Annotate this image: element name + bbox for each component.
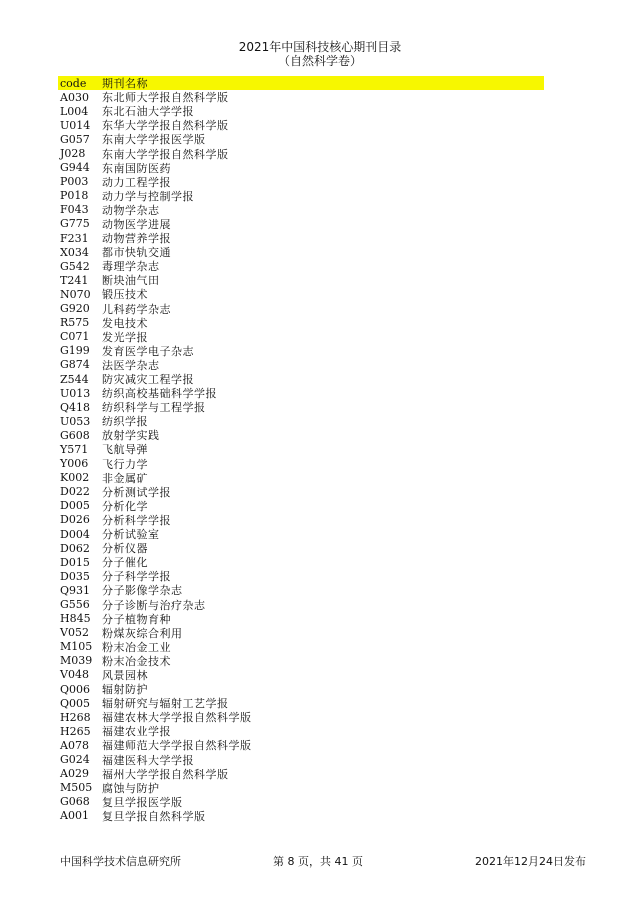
table-row [58, 612, 544, 626]
journal-code: Q418 [60, 400, 91, 414]
journal-name: 纺织高校基础科学学报 [102, 387, 217, 401]
journal-name: 动物学杂志 [102, 203, 160, 217]
journal-code: G920 [60, 302, 90, 316]
table-row [58, 386, 544, 400]
table-row [58, 696, 544, 710]
journal-code: F043 [60, 203, 89, 217]
journal-name: 分子植物育种 [102, 612, 171, 626]
table-row [58, 442, 544, 456]
journal-name: 分析试验室 [102, 528, 160, 542]
journal-code: M505 [60, 781, 93, 795]
journal-name: 腐蚀与防护 [102, 781, 160, 795]
journal-name: 动力工程学报 [102, 175, 171, 189]
journal-code: H265 [60, 724, 91, 738]
journal-name: 辐射研究与辐射工艺学报 [102, 697, 229, 711]
journal-name: 粉末冶金技术 [102, 654, 171, 668]
table-row [58, 767, 544, 781]
table-row [58, 457, 544, 471]
journal-code: G068 [60, 795, 90, 809]
table-row [58, 400, 544, 414]
table-row [58, 583, 544, 597]
footer-date: 2021年12月24日发布 [475, 855, 586, 868]
journal-code: J028 [60, 147, 86, 161]
journal-code: P003 [60, 175, 89, 189]
journal-name: 分子影像学杂志 [102, 584, 183, 598]
table-row [58, 414, 544, 428]
journal-name: 东北石油大学学报 [102, 105, 194, 119]
journal-code: N070 [60, 287, 91, 301]
journal-name: 风景园林 [102, 668, 148, 682]
table-row [58, 146, 544, 160]
journal-name: 发电技术 [102, 316, 148, 330]
page-title: 2021年中国科技核心期刊目录 [238, 40, 402, 54]
journal-code: R575 [60, 316, 90, 330]
journal-code: L004 [60, 104, 89, 118]
journal-code: G556 [60, 598, 90, 612]
journal-code: U053 [60, 414, 91, 428]
journal-name: 复旦学报自然科学版 [102, 809, 206, 823]
journal-name: 动物医学进展 [102, 217, 171, 231]
table-row [58, 499, 544, 513]
journal-name: 动力学与控制学报 [102, 189, 194, 203]
journal-code: G542 [60, 259, 90, 273]
journal-name: 东北师大学报自然科学版 [102, 91, 229, 105]
journal-name: 辐射防护 [102, 683, 148, 697]
table-row [58, 372, 544, 386]
journal-name: 锻压技术 [102, 288, 148, 302]
journal-code: G874 [60, 358, 90, 372]
journal-name: 分子科学学报 [102, 570, 171, 584]
journal-code: Y571 [60, 442, 89, 456]
footer-organization: 中国科学技术信息研究所 [60, 855, 181, 868]
journal-name: 分析科学学报 [102, 513, 171, 527]
journal-code: D004 [60, 527, 90, 541]
table-header-row [58, 76, 544, 90]
journal-code: X034 [60, 245, 89, 259]
journal-code: G199 [60, 344, 90, 358]
table-row [58, 259, 544, 273]
journal-table [58, 76, 544, 823]
table-row [58, 555, 544, 569]
table-row [58, 132, 544, 146]
journal-name: 福建师范大学学报自然科学版 [102, 739, 252, 753]
table-row [58, 344, 544, 358]
journal-name: 福建农业学报 [102, 725, 171, 739]
journal-name: 东华大学学报自然科学版 [102, 119, 229, 133]
journal-name: 粉煤灰综合利用 [102, 626, 183, 640]
table-row [58, 90, 544, 104]
journal-code: Q006 [60, 682, 91, 696]
table-row [58, 710, 544, 724]
journal-name: 分子催化 [102, 556, 148, 570]
table-row [58, 626, 544, 640]
table-row [58, 569, 544, 583]
journal-code: U014 [60, 118, 91, 132]
page-subtitle: （自然科学卷） [277, 54, 362, 68]
table-row [58, 809, 544, 823]
journal-code: P018 [60, 189, 89, 203]
table-row [58, 217, 544, 231]
journal-name: 分析测试学报 [102, 485, 171, 499]
table-row [58, 513, 544, 527]
table-row [58, 428, 544, 442]
table-row [58, 668, 544, 682]
journal-name: 动物营养学报 [102, 232, 171, 246]
table-row [58, 597, 544, 611]
journal-name: 分析仪器 [102, 542, 148, 556]
column-header-name: 期刊名称 [102, 77, 148, 91]
table-row [58, 753, 544, 767]
journal-code: D062 [60, 541, 90, 555]
table-row [58, 724, 544, 738]
journal-code: G608 [60, 428, 90, 442]
journal-code: D035 [60, 569, 90, 583]
journal-code: K002 [60, 471, 90, 485]
table-row [58, 471, 544, 485]
table-row [58, 231, 544, 245]
journal-code: Q931 [60, 583, 91, 597]
journal-name: 发育医学电子杂志 [102, 344, 194, 358]
journal-code: U013 [60, 386, 91, 400]
table-row [58, 485, 544, 499]
journal-name: 分析化学 [102, 499, 148, 513]
table-row [58, 682, 544, 696]
journal-name: 福建农林大学学报自然科学版 [102, 711, 252, 725]
journal-name: 防灾减灾工程学报 [102, 373, 194, 387]
journal-code: G057 [60, 132, 90, 146]
table-row [58, 287, 544, 301]
journal-name: 纺织科学与工程学报 [102, 401, 206, 415]
journal-name: 东南大学学报自然科学版 [102, 147, 229, 161]
journal-name: 毒理学杂志 [102, 260, 160, 274]
journal-name: 断块油气田 [102, 274, 160, 288]
table-row [58, 273, 544, 287]
journal-name: 儿科药学杂志 [102, 302, 171, 316]
table-row [58, 161, 544, 175]
journal-name: 飞航导弹 [102, 443, 148, 457]
journal-name: 法医学杂志 [102, 358, 160, 372]
table-row [58, 316, 544, 330]
journal-code: D026 [60, 513, 90, 527]
journal-code: G024 [60, 753, 90, 767]
table-row [58, 654, 544, 668]
table-row [58, 795, 544, 809]
journal-name: 分子诊断与治疗杂志 [102, 598, 206, 612]
journal-code: V048 [60, 668, 89, 682]
table-row [58, 527, 544, 541]
journal-code: D022 [60, 485, 90, 499]
table-row [58, 302, 544, 316]
journal-code: V052 [60, 626, 89, 640]
journal-name: 复旦学报医学版 [102, 795, 183, 809]
journal-code: C071 [60, 330, 90, 344]
journal-code: H268 [60, 710, 91, 724]
journal-name: 飞行力学 [102, 457, 148, 471]
journal-code: A029 [60, 767, 89, 781]
journal-code: G944 [60, 161, 90, 175]
table-row [58, 118, 544, 132]
journal-code: H845 [60, 612, 91, 626]
journal-code: M105 [60, 640, 93, 654]
journal-code: G775 [60, 217, 90, 231]
journal-code: A030 [60, 90, 89, 104]
journal-code: Y006 [60, 457, 89, 471]
journal-code: D005 [60, 499, 90, 513]
table-row [58, 203, 544, 217]
column-header-code: code [60, 76, 87, 90]
journal-code: M039 [60, 654, 93, 668]
journal-code: A078 [60, 738, 89, 752]
journal-code: Z544 [60, 372, 89, 386]
table-row [58, 738, 544, 752]
table-row [58, 781, 544, 795]
journal-code: D015 [60, 555, 90, 569]
table-row [58, 245, 544, 259]
table-row [58, 189, 544, 203]
table-row [58, 358, 544, 372]
journal-code: T241 [60, 273, 89, 287]
table-row [58, 330, 544, 344]
journal-name: 放射学实践 [102, 429, 160, 443]
journal-name: 东南大学学报医学版 [102, 133, 206, 147]
journal-name: 都市快轨交通 [102, 246, 171, 260]
table-row [58, 541, 544, 555]
journal-name: 非金属矿 [102, 471, 148, 485]
journal-name: 发光学报 [102, 330, 148, 344]
table-row [58, 104, 544, 118]
journal-name: 东南国防医药 [102, 161, 171, 175]
journal-name: 福州大学学报自然科学版 [102, 767, 229, 781]
journal-code: F231 [60, 231, 89, 245]
journal-name: 纺织学报 [102, 415, 148, 429]
journal-code: A001 [60, 809, 89, 823]
footer-page-number: 第 8 页，共 41 页 [273, 855, 363, 868]
journal-name: 福建医科大学学报 [102, 753, 194, 767]
table-row [58, 175, 544, 189]
table-row [58, 640, 544, 654]
journal-code: Q005 [60, 696, 91, 710]
journal-name: 粉末冶金工业 [102, 640, 171, 654]
